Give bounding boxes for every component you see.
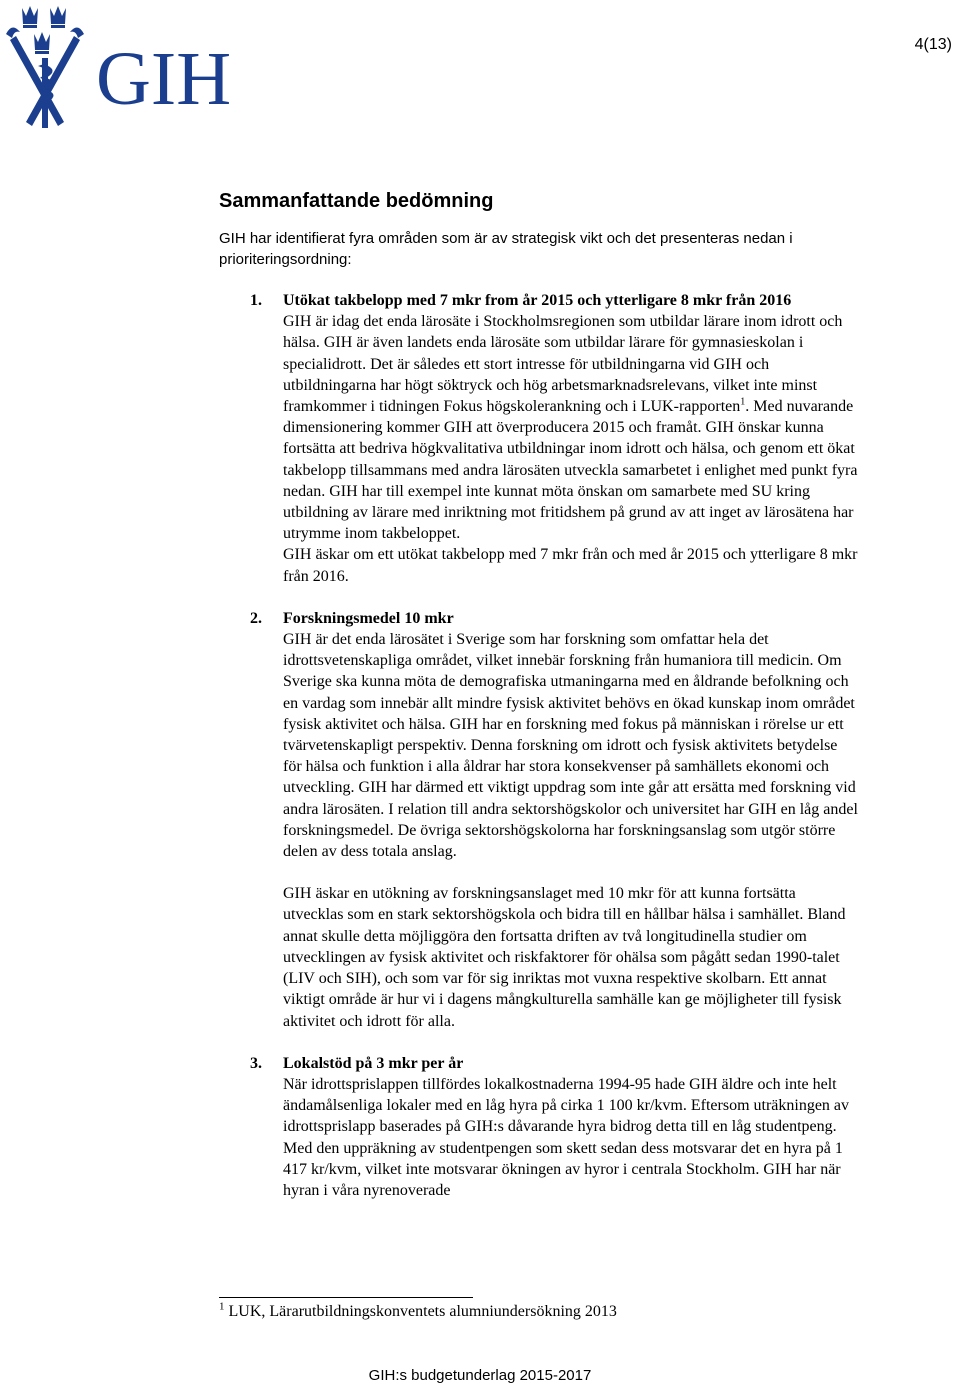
- item-title: Utökat takbelopp med 7 mkr from år 2015 och ytterligare 8 mkr från 2016: [283, 292, 792, 309]
- priority-item-1: [250, 290, 860, 587]
- item-body: När idrottsprislappen tillfördes lokalkostnaderna 1994-95 hade GIH äldre och inte helt ändamålsenliga lokaler med en låg hyra på cirka 1 100 kr/kvm. Eftersom uträkningen av idrottsprislapp baserades på GIH:s dåvarande hyra bidrog detta till en låg studentpeng. Med den uppräkning av studentpengen som skett sedan dess motsvarar det en hyra på 1 417 kr/kvm, vilket inte motsvarar ökningen av hyror i centrala Stockholm. GIH har när hyran i våra nyrenoverade: [283, 1075, 850, 1199]
- item-number: 1.: [250, 292, 262, 309]
- priority-list: [250, 290, 860, 1201]
- item-request: GIH äskar om ett utökat takbelopp med 7 mkr från och med år 2015 och ytterligare 8 mkr från 2016.: [283, 546, 858, 585]
- section-heading: Sammanfattande bedömning: [219, 190, 494, 212]
- item-request: GIH äskar en utökning av forskningsanslaget med 10 mkr för att kunna fortsätta utvecklas som en stark sektorshögskola och bidra till en hållbar hälsa i samhället. Bland annat skulle detta möjliggöra den fortsatta driften av två longitudinella studier om utvecklingen av fysisk aktivitet och riskfaktorer för ohälsa som pågått sedan 1990-talet (LIV och SIH), och som var för sig inriktas mot vuxna respektive skolbarn. Ett annat viktigt område är hur vi i dagens mångkulturella samhälle kan ge möjligheter till fysisk aktivitet och idrott för alla.: [283, 885, 846, 1030]
- footnote-divider: [219, 1297, 473, 1298]
- gih-logo: [4, 4, 244, 132]
- page-footer: GIH:s budgetunderlag 2015-2017: [368, 1367, 592, 1384]
- priority-item-3: [250, 1053, 860, 1201]
- logo-wordmark: GIH: [96, 37, 232, 121]
- item-body: GIH är idag det enda lärosäte i Stockholmsregionen som utbildar lärare inom idrott och hälsa. GIH är även landets enda lärosäte som utbildar lärare för gymnasieskolan i specialidrott. Det är således ett stort intresse för utbildningarna vid GIH och utbildningarna har högt söktryck och hög arbetsmarknadsrelevans, vilket inte minst framkommer i tidningen Fokus högskolerankning och i LUK-rapporten$^1$. Med nuvarande dimensionering kommer GIH att överproducera 2015 och framåt. GIH önskar kunna fortsätta att bedriva högkvalitativa utbildningar inom idrott och hälsa, och genom ett ökat takbelopp tillsammans med andra lärosäten utveckla samarbetet i enlighet med punkt fyra nedan. GIH har till exempel inte kunnat möta önskan om samarbete med SU kring utbildning av lärare med inriktning mot fritidshem på grund av att inget av lärosätena har utrymme inom takbeloppet.: [283, 313, 858, 543]
- gih-crest-icon: [4, 4, 244, 132]
- page-number: 4(13): [914, 36, 952, 53]
- footnote-marker: 1: [219, 1300, 225, 1313]
- footnote: [219, 1300, 617, 1321]
- item-title: Lokalstöd på 3 mkr per år: [283, 1054, 464, 1072]
- item-title: Forskningsmedel 10 mkr: [283, 609, 454, 627]
- footnote-text: LUK, Lärarutbildningskonventets alumniundersökning 2013: [228, 1303, 617, 1320]
- item-number: 2.: [250, 609, 262, 627]
- priority-item-2: [250, 608, 860, 1032]
- footnote-reference: 1: [740, 396, 746, 408]
- item-number: 3.: [250, 1054, 262, 1072]
- intro-paragraph: GIH har identifierat fyra områden som är av strategisk vikt och det presenteras nedan i prioriteringsordning:: [219, 230, 793, 268]
- item-body: GIH är det enda lärosätet i Sverige som har forskning som omfattar hela det idrottsvetenskapliga området, vilket innebär forskning från humaniora till medicin. Om Sverige ska kunna möta de demografiska utmaningarna med en åldrande befolkning och en vardag som innebär allt mindre fysisk aktivitet behövs en ökad kunskap inom området fysisk aktivitet och hälsa. GIH har en forskning med fokus på människan i rörelse ur ett tvärvetenskapligt perspektiv. Denna forskning om idrott och fysisk aktivitets betydelse för hälsa och funktion i alla åldrar har stora konsekvenser på samhällets ekonomi och utveckling. GIH har därmed ett viktigt uppdrag som inte går att ersätta med forskning vid andra lärosäten. I relation till andra sektorshögskolor och universitet har GIH en låg andel forskningsmedel. De övriga sektorshögskolorna har forskningsanslag som utgör större delen av dess totala anslag.: [283, 631, 858, 861]
